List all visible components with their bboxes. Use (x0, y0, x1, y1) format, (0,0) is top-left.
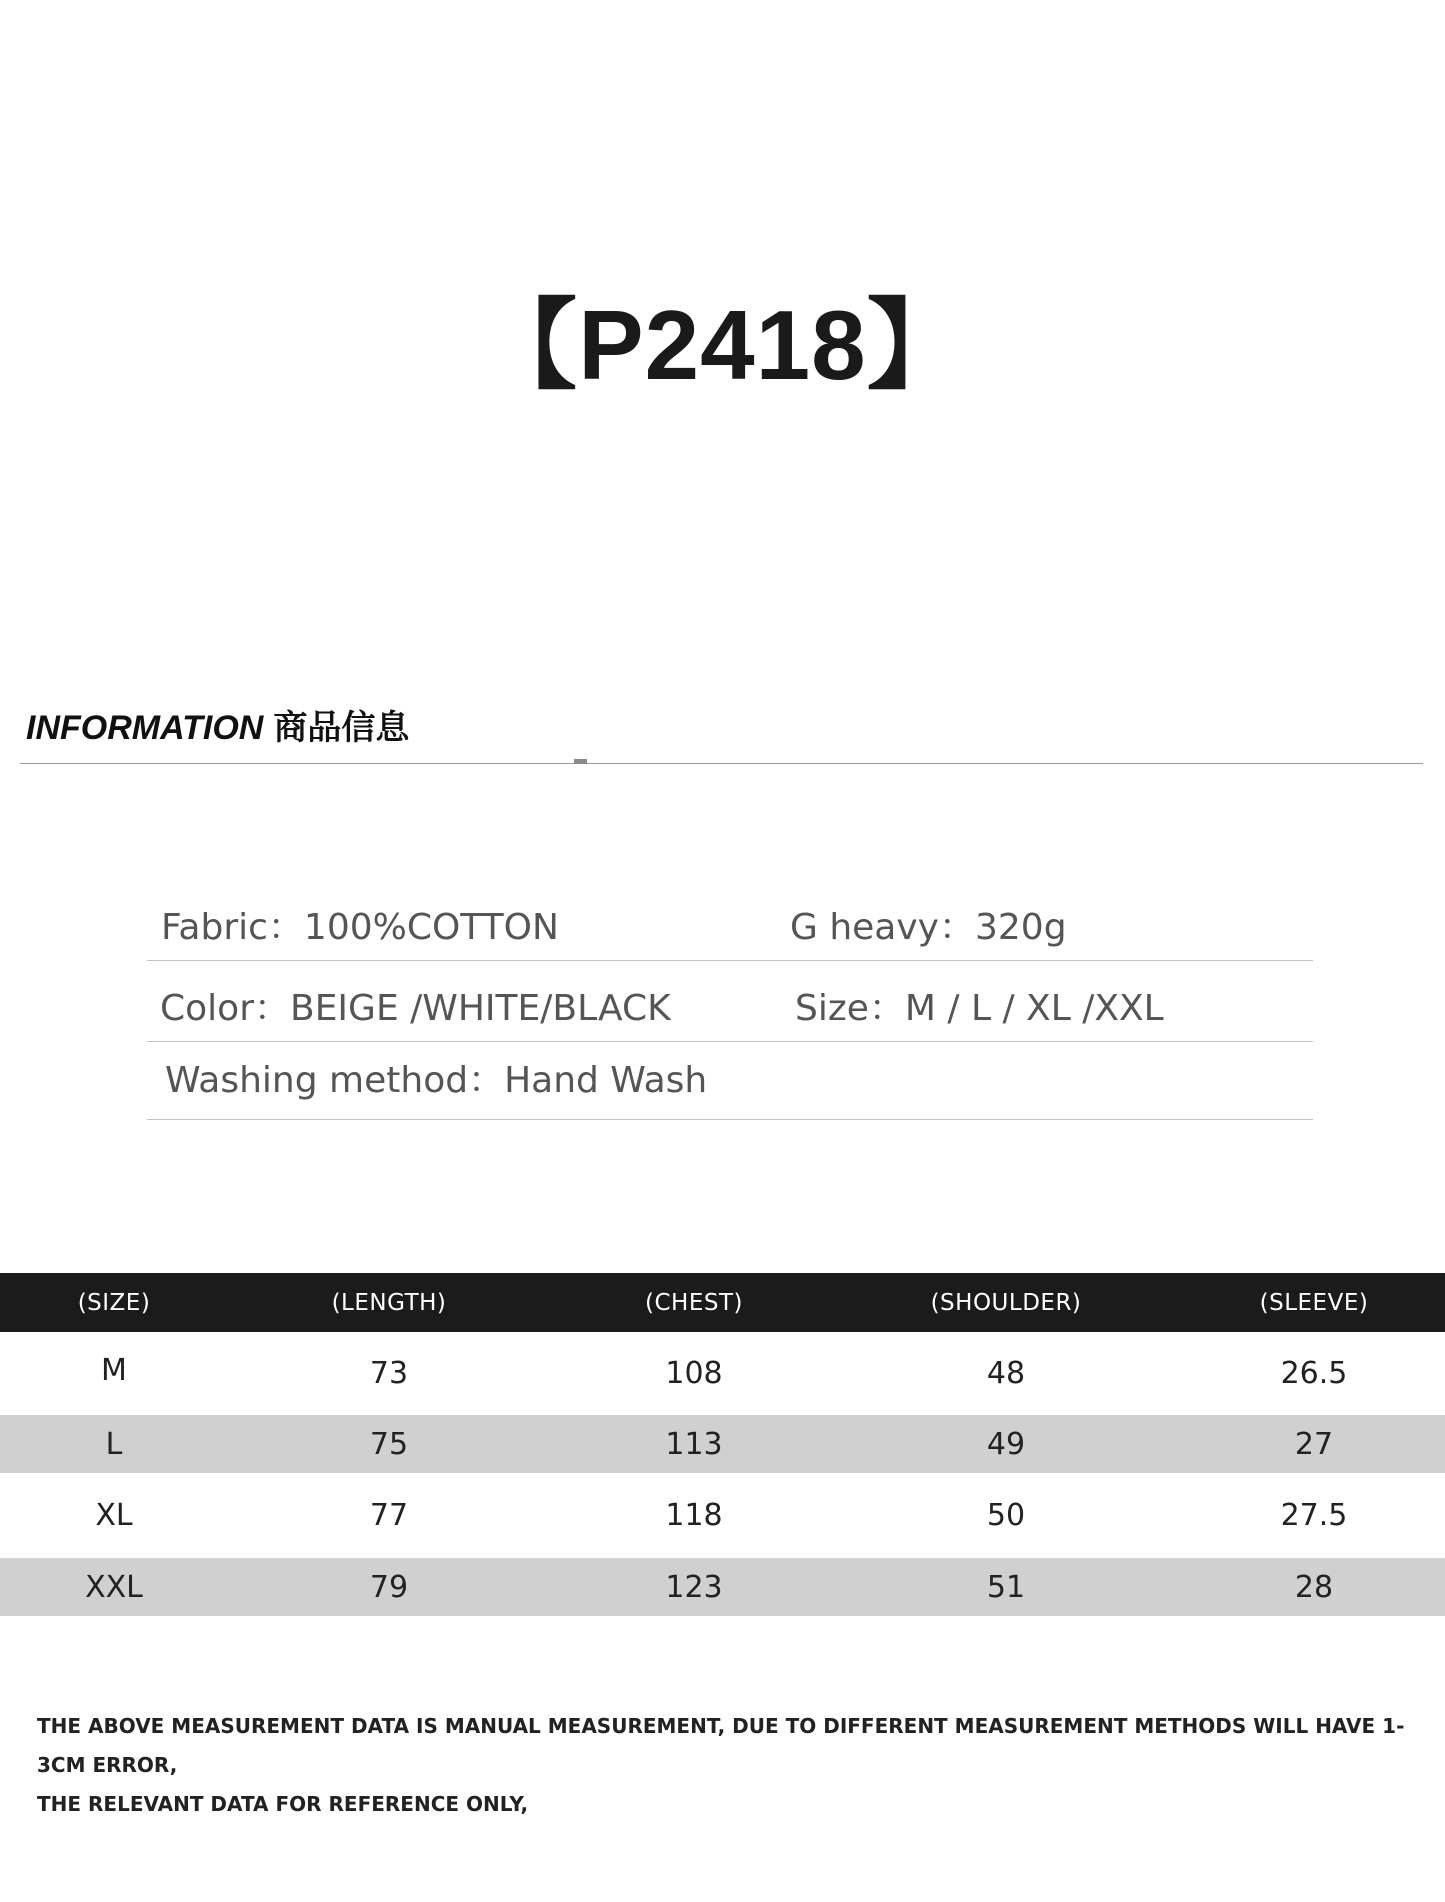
cell-shoulder: 48 (986, 1356, 1026, 1391)
cell-length: 77 (369, 1498, 409, 1533)
cell-chest: 123 (665, 1569, 723, 1605)
cell-size: XL (95, 1498, 133, 1533)
section-heading (26, 706, 409, 750)
info-size: Size：M / L / XL /XXL (795, 988, 1164, 1029)
header-shoulder: (SHOULDER) (930, 1289, 1082, 1316)
header-sleeve: (SLEEVE) (1259, 1289, 1369, 1316)
cell-size: L (105, 1426, 123, 1462)
info-row-divider (147, 1119, 1313, 1120)
cell-size: XXL (85, 1569, 143, 1605)
info-row-divider (147, 960, 1313, 961)
table-header (0, 1273, 1445, 1332)
info-fabric: Fabric：100%COTTON (161, 907, 559, 948)
section-heading-cn: 商品信息 (273, 709, 410, 747)
cell-length: 73 (369, 1356, 409, 1391)
section-heading-en: INFORMATION (26, 709, 264, 747)
cell-size: M (101, 1353, 127, 1388)
cell-shoulder: 49 (986, 1426, 1026, 1462)
info-washing: Washing method：Hand Wash (165, 1060, 708, 1101)
product-code: 【P2418】 (479, 290, 966, 400)
divider-mark (574, 759, 587, 764)
cell-sleeve: 27.5 (1280, 1498, 1348, 1533)
header-size: (SIZE) (77, 1289, 151, 1316)
header-chest: (CHEST) (645, 1289, 743, 1316)
header-length: (LENGTH) (331, 1289, 447, 1316)
table-row (0, 1473, 1445, 1558)
cell-shoulder: 50 (986, 1498, 1026, 1533)
measurement-footnote (37, 1707, 1417, 1824)
cell-shoulder: 51 (986, 1569, 1026, 1605)
footnote-line: THE ABOVE MEASUREMENT DATA IS MANUAL MEASUREMENT, DUE TO DIFFERENT MEASUREMENT METHODS WILL HAVE 1-3CM ERROR, (37, 1714, 1405, 1777)
cell-sleeve: 28 (1294, 1569, 1334, 1605)
cell-length: 75 (369, 1426, 409, 1462)
size-table (0, 1273, 1445, 1616)
cell-sleeve: 26.5 (1280, 1356, 1348, 1391)
cell-sleeve: 27 (1294, 1426, 1334, 1462)
section-divider (20, 763, 1423, 764)
footnote-line: THE RELEVANT DATA FOR REFERENCE ONLY, (37, 1792, 529, 1816)
cell-length: 79 (369, 1569, 409, 1605)
table-row (0, 1558, 1445, 1616)
table-row (0, 1415, 1445, 1473)
info-row-divider (147, 1041, 1313, 1042)
info-weight: G heavy：320g (790, 907, 1067, 948)
cell-chest: 118 (665, 1498, 723, 1533)
cell-chest: 108 (665, 1356, 723, 1391)
info-color: Color：BEIGE /WHITE/BLACK (160, 988, 671, 1029)
table-row (0, 1332, 1445, 1415)
cell-chest: 113 (665, 1426, 723, 1462)
